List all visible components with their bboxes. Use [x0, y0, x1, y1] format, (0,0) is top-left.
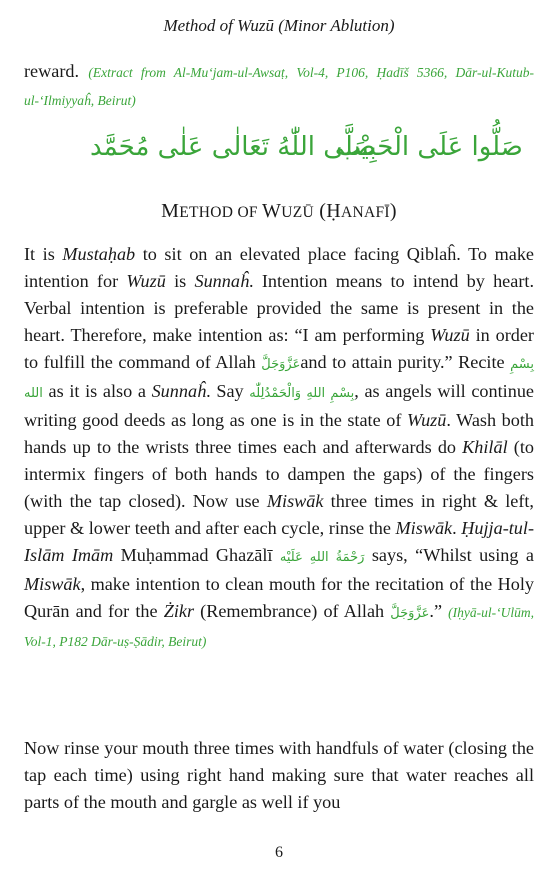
term-khilal: Khilāl	[462, 437, 508, 457]
arabic-azza-wa-jal: عَزَّوَجَلَّ	[261, 357, 301, 372]
intro-paragraph	[24, 58, 534, 114]
intro-reference: (Extract from Al-Mu‘jam-ul-Awsaṭ, Vol-4, P106, Ḥadīš 5366, Dār-ul-Kutub-ul-‘Ilmiyyaĥ, Beirut)	[24, 65, 534, 108]
term-mustahab: Mustaḥab	[62, 244, 136, 264]
main-paragraph: It is Mustaḥab to sit on an elevated place facing Qiblaĥ. To make intention for Wuzū is Sunnaĥ. Intention means to intend by heart. Verbal intention is preferable provided the same is present in the heart. Therefore, make intention as: “I am performing Wuzū in order to fulfill the command of Allah عَزَّوَجَلَّand to attain purity.” Recite بِسْمِ الله as it is also a Sunnaĥ. Say بِسْمِ اللهِ وَالْحَمْدُلِلّٰه, as angels will continue writing good deeds as long as one is in the state of Wuzū. Wash both hands up to the wrists three times each and afterwards do Khilāl (to intermix fingers of both hands to dampen the gaps) of the fingers (with the tap closed). Now use Miswāk three times in right & left, upper & lower teeth and after each cycle, rinse the Miswāk. Ḥujja-tul-Islām Imām Muḥammad Ghazālī رَحْمَةُ اللهِ عَلَيْه says, “Whilst using a Miswāk, make intention to clean mouth for the recitation of the Holy Qurān and for the Żikr (Remembrance) of Allah عَزَّوَجَلَّ.” (Iḥyā-ul-‘Ulūm, Vol-1, P182 Dār-uṣ-Ṣādir, Beirut)	[24, 244, 535, 649]
arabic-azza-wa-jal: عَزَّوَجَلَّ	[390, 606, 430, 621]
intro-text: reward.	[24, 61, 89, 81]
term-hujja-tul-islam: Ḥujja-tul-Islām Imām	[24, 518, 535, 565]
term-zikr: Żikr	[163, 601, 195, 621]
term-miswak: Miswāk	[266, 491, 324, 511]
term-sunnah: Sunnaĥ	[151, 381, 207, 401]
section-heading: METHOD OF WUZŪ (ḤANAFĪ)	[161, 200, 397, 222]
term-wuzu: Wuzū	[406, 410, 447, 430]
page-number: 6	[275, 844, 283, 861]
salat-calligraphy-right: صَلُّوا عَلَى الْحَبِيْب	[336, 132, 523, 162]
term-sunnah: Sunnaĥ	[194, 271, 250, 291]
arabic-rahmatullah: رَحْمَةُ اللهِ عَلَيْه	[279, 550, 365, 565]
second-paragraph: Now rinse your mouth three times with handfuls of water (closing the tap each time) using right hand making sure that water reaches all parts of the mouth and gargle as well if you	[24, 738, 534, 812]
arabic-bismillah: بِسْمِ الله	[24, 357, 535, 401]
salat-calligraphy-left: صَلَّى اللّٰهُ تَعَالٰى عَلٰى مُحَمَّد	[90, 132, 376, 162]
term-wuzu: Wuzū	[430, 325, 470, 345]
main-reference: (Iḥyā-ul-‘Ulūm, Vol-1, P182 Dār-uṣ-Ṣādir, Beirut)	[24, 605, 535, 649]
arabic-bismillah-hamd: بِسْمِ اللهِ وَالْحَمْدُلِلّٰه	[249, 386, 355, 401]
term-miswak: Miswāk	[395, 518, 453, 538]
term-miswak: Miswāk	[24, 574, 81, 594]
running-title: Method of Wuzū (Minor Ablution)	[163, 16, 395, 35]
term-wuzu: Wuzū	[126, 271, 166, 291]
